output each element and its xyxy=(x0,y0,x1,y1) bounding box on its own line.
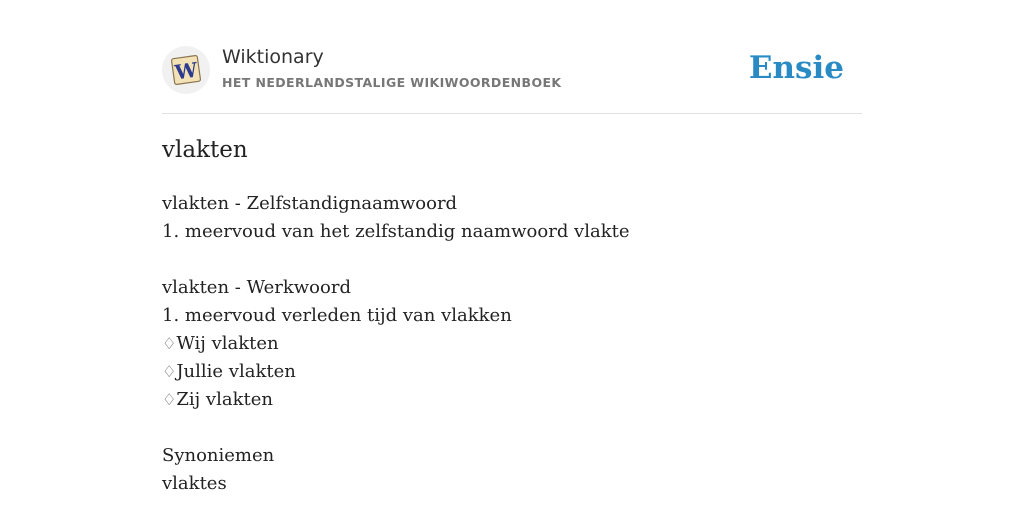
site-tagline: HET NEDERLANDSTALIGE WIKIWOORDENBOEK xyxy=(222,75,562,90)
ensie-link[interactable]: Ensie xyxy=(748,50,844,86)
logo-tile xyxy=(168,52,204,88)
example-text: Wij vlakten xyxy=(176,333,279,354)
synonyms-heading: Synoniemen xyxy=(162,445,275,466)
page-title: vlakten xyxy=(162,137,248,163)
diamond-icon: ♢ xyxy=(162,334,177,353)
example-text: Zij vlakten xyxy=(176,389,273,410)
entry-heading: vlakten - Werkwoord xyxy=(162,277,351,298)
logo-letter: W xyxy=(173,57,199,85)
example-item xyxy=(162,386,862,414)
site-header xyxy=(162,46,862,96)
site-name[interactable]: Wiktionary xyxy=(222,46,324,68)
example-item xyxy=(162,330,862,358)
example-text: Jullie vlakten xyxy=(176,361,296,382)
blank-line xyxy=(162,246,862,274)
diamond-icon: ♢ xyxy=(162,390,177,409)
synonym-value: vlaktes xyxy=(162,473,227,494)
diamond-icon: ♢ xyxy=(162,362,177,381)
entry-heading: vlakten - Zelfstandignaamwoord xyxy=(162,193,458,214)
wiktionary-logo-icon[interactable] xyxy=(162,46,210,94)
entry-definition: 1. meervoud verleden tijd van vlakken xyxy=(162,305,512,326)
example-item xyxy=(162,358,862,386)
definition-content xyxy=(162,190,862,498)
entry-definition: 1. meervoud van het zelfstandig naamwoord vlakte xyxy=(162,221,630,242)
blank-line xyxy=(162,414,862,442)
header-divider xyxy=(162,113,862,114)
